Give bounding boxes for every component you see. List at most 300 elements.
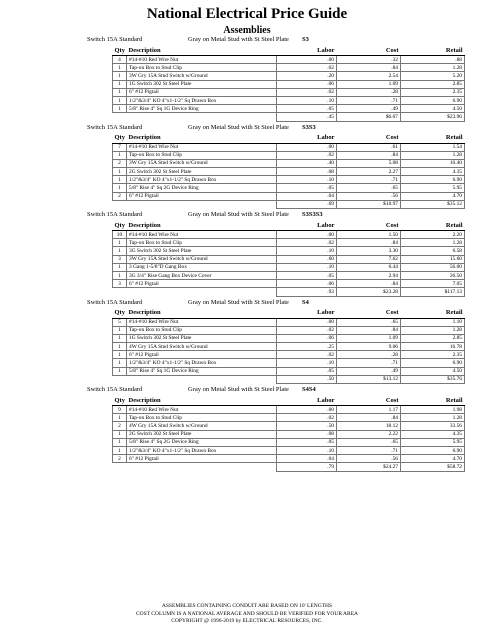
table-header-row [113,133,465,144]
table-row [113,247,465,255]
section-description: Gray on Metal Stud with St Steel Plate [188,298,289,306]
cell-labor: .10 [277,247,337,255]
cell-desc: Tap-on Box to Stud Clip [127,414,277,422]
cell-cost: .71 [337,446,401,454]
cell-cost: .28 [337,88,401,96]
column-header-description: Description [127,395,277,406]
column-header-description: Description [127,308,277,319]
cell-cost: .65 [337,438,401,446]
column-header-description: Description [127,220,277,231]
cell-qty: 2 [113,159,127,167]
cell-qty: 1 [113,151,127,159]
assembly-table [112,133,465,210]
page-footer [0,603,494,626]
column-header-labor: Labor [277,45,337,56]
cell-qty: 5 [113,318,127,326]
page-subtitle: Assemblies [223,25,271,36]
cell-qty: 1 [113,239,127,247]
table-row [113,80,465,88]
cell-retail: 4.35 [401,168,465,176]
cell-labor: .05 [277,184,337,192]
table-row [113,151,465,159]
cell-retail: 6.90 [401,96,465,104]
column-header-qty: Qty [114,309,125,316]
section-header [0,297,494,308]
cell-desc: 6" #12 Pigtail [127,351,277,359]
assembly-section [0,297,494,385]
cell-cost: .32 [337,56,401,64]
cell-labor: .25 [277,343,337,351]
cell-retail: 6.90 [401,359,465,367]
column-header-retail: Retail [401,133,465,144]
table-row [113,430,465,438]
cell-qty: 1 [113,96,127,104]
cell-qty: 1 [113,367,127,375]
section-standard: Switch 15A Standard [87,298,143,306]
cell-labor: .40 [277,159,337,167]
section-header [0,34,494,45]
cell-qty: 9 [113,406,127,414]
cell-desc: 3 Gang 1-5/8"D Gang Box [127,263,277,271]
cell-cost: .84 [337,326,401,334]
table-row [113,422,465,430]
cell-retail: 1.28 [401,151,465,159]
table-row [113,105,465,113]
table-row [113,255,465,263]
cell-desc: 5/8" Rise 4" Sq 2G Device Ring [127,184,277,192]
cell-desc: #14-#10 Red Wire Nut [127,143,277,151]
cell-desc: #14-#10 Red Wire Nut [127,406,277,414]
table-row [113,367,465,375]
cell-retail: 4.70 [401,455,465,463]
cell-retail: 4.70 [401,192,465,200]
cell-labor: .02 [277,239,337,247]
column-header-qty: Qty [114,396,125,404]
cell-retail: 5.95 [401,184,465,192]
assembly-table [112,45,465,122]
section-header [0,122,494,133]
table-row [113,96,465,104]
total-cost: $6.07 [337,113,401,121]
blank-cell [113,113,127,121]
column-header-cost: Cost [337,395,401,406]
cell-labor: .00 [277,406,337,414]
cell-retail: 5.20 [401,72,465,80]
cell-cost: 9.06 [337,343,401,351]
table-row [113,359,465,367]
cell-retail: 2.20 [401,231,465,239]
cell-labor: .05 [277,271,337,279]
blank-cell [127,200,277,208]
table-row [113,231,465,239]
cell-qty: 1 [113,176,127,184]
cell-retail: 1.98 [401,406,465,414]
cell-desc: 5/8" Rise 4" Sq 1G Device Ring [127,105,277,113]
cell-retail: .88 [401,56,465,64]
table-row [113,351,465,359]
cell-cost: .65 [337,318,401,326]
cell-labor: .08 [277,430,337,438]
cell-desc: 3G Switch 302 St Steel Plate [127,247,277,255]
cell-cost: 1.09 [337,80,401,88]
assembly-section [0,122,494,210]
table-header-row [113,395,465,406]
blank-cell [113,375,127,383]
cell-labor: .10 [277,176,337,184]
assembly-table [112,308,465,385]
cell-labor: .06 [277,80,337,88]
assembly-section [0,384,494,472]
section-header [0,384,494,395]
cell-qty: 1 [113,64,127,72]
assembly-table [112,220,465,297]
section-description: Gray on Metal Stud with St Steel Plate [188,36,289,43]
column-header-cost: Cost [337,45,401,56]
table-row [113,438,465,446]
column-header-description: Description [127,133,277,144]
cell-cost: .56 [337,455,401,463]
cell-cost: 2.22 [337,430,401,438]
cell-desc: #14-#10 Red Wire Nut [127,318,277,326]
cell-cost: .84 [337,414,401,422]
cell-retail: 1.28 [401,326,465,334]
cell-retail: 1.28 [401,414,465,422]
cell-qty: 1 [113,247,127,255]
section-standard: Switch 15A Standard [87,211,143,218]
total-labor: .79 [277,463,337,471]
table-header-row [113,308,465,319]
cell-cost: .71 [337,176,401,184]
total-labor: .93 [277,288,337,296]
cell-desc: Tap-on Box to Stud Clip [127,151,277,159]
cell-desc: 4W Gry 15A Stnd Switch w/Ground [127,343,277,351]
table-row [113,239,465,247]
column-header-retail: Retail [401,45,465,56]
cell-qty: 1 [113,105,127,113]
cell-desc: 4W Gry 15A Stnd Switch w/Ground [127,422,277,430]
cell-retail: 2.85 [401,80,465,88]
cell-cost: 6.44 [337,263,401,271]
cell-retail: 26.50 [401,271,465,279]
cell-retail: 7.05 [401,280,465,288]
cell-labor: .06 [277,280,337,288]
column-header-labor: Labor [277,308,337,319]
cell-desc: 1G Switch 302 St Steel Plate [127,334,277,342]
column-header-description: Description [127,45,277,56]
cell-labor: .10 [277,359,337,367]
cell-desc: 1/2"&3/4" KO 4"x1-1/2" Sq Drawn Box [127,96,277,104]
cell-retail: 2.85 [401,334,465,342]
cell-desc: 6" #12 Pigtail [127,192,277,200]
cell-qty: 1 [113,72,127,80]
table-header-row [113,45,465,56]
footer-line: COST COLUMN IS A NATIONAL AVERAGE AND SHOULD BE VERIFIED FOR YOUR AREA [135,610,359,617]
total-cost: $23.28 [337,288,401,296]
cell-desc: 3W Gry 15A Stnd Switch w/Ground [127,255,277,263]
cell-desc: Tap-on Box to Stud Clip [127,326,277,334]
column-header-cost: Cost [337,220,401,231]
cell-qty: 2 [113,192,127,200]
cell-desc: 3W Gry 15A Stnd Switch w/Ground [127,159,277,167]
cell-desc: Tap-on Box to Stud Clip [127,239,277,247]
cell-retail: 5.95 [401,438,465,446]
cell-labor: .04 [277,192,337,200]
total-retail: $23.96 [401,113,465,121]
total-labor: .69 [277,200,337,208]
table-row [113,446,465,454]
cell-retail: 1.10 [401,318,465,326]
cell-cost: 2.94 [337,271,401,279]
blank-cell [127,113,277,121]
cell-labor: .08 [277,168,337,176]
section-standard: Switch 15A Standard [87,123,143,131]
cell-retail: 6.90 [401,176,465,184]
assembly-section [0,34,494,122]
column-header-qty: Qty [114,221,125,229]
table-row [113,176,465,184]
cell-desc: 1/2"&3/4" KO 4"x1-1/2" Sq Drawn Box [127,359,277,367]
blank-cell [113,200,127,208]
assembly-section [0,209,494,297]
cell-labor: .60 [277,255,337,263]
cell-desc: 6" #12 Pigtail [127,455,277,463]
table-row [113,56,465,64]
column-header-retail: Retail [401,395,465,406]
cell-desc: 6" #12 Pigtail [127,88,277,96]
cell-retail: 15.60 [401,255,465,263]
cell-retail: 16.78 [401,343,465,351]
section-description: Gray on Metal Stud with St Steel Plate [188,123,289,131]
section-description: Gray on Metal Stud with St Steel Plate [188,386,289,393]
table-row [113,326,465,334]
table-row [113,88,465,96]
cell-labor: .10 [277,263,337,271]
cell-labor: .02 [277,326,337,334]
table-row [113,343,465,351]
table-header-row [113,220,465,231]
cell-retail: 4.50 [401,105,465,113]
cell-labor: .02 [277,414,337,422]
cell-cost: .49 [337,367,401,375]
cell-labor: .10 [277,446,337,454]
assembly-table [112,395,465,472]
cell-cost: .65 [337,184,401,192]
cell-labor: .00 [277,143,337,151]
cell-cost: .28 [337,351,401,359]
table-row [113,280,465,288]
cell-labor: .00 [277,318,337,326]
cell-qty: 1 [113,184,127,192]
cell-qty: 1 [113,80,127,88]
cell-retail: 10.40 [401,159,465,167]
section-code: S3S3S3 [302,211,323,218]
section-code: S4 [302,298,309,306]
total-cost: $24.27 [337,463,401,471]
footer-line: ASSEMBLIES CONTAINING CONDUIT ARE BASED ON 10' LENGTHS [161,603,333,609]
section-standard: Switch 15A Standard [87,36,143,43]
cell-retail: 6.58 [401,247,465,255]
total-labor: .45 [277,113,337,121]
cell-labor: .00 [277,231,337,239]
total-row [113,463,465,471]
cell-desc: #14-#10 Red Wire Nut [127,56,277,64]
cell-retail: 1.54 [401,143,465,151]
cell-desc: 5/8" Rise 4" Sq 1G Device Ring [127,367,277,375]
cell-qty: 1 [113,438,127,446]
cell-qty: 1 [113,430,127,438]
page-title: National Electrical Price Guide [146,6,348,22]
total-row [113,375,465,383]
cell-labor: .02 [277,151,337,159]
cell-cost: 5.08 [337,159,401,167]
total-row [113,200,465,208]
table-row [113,263,465,271]
table-row [113,143,465,151]
table-row [113,192,465,200]
cell-qty: 3 [113,255,127,263]
table-row [113,72,465,80]
cell-retail: 2.35 [401,88,465,96]
total-retail: $35.12 [401,200,465,208]
cell-cost: 18.12 [337,422,401,430]
cell-cost: .71 [337,96,401,104]
cell-qty: 4 [113,56,127,64]
cell-desc: 2G Switch 302 St Steel Plate [127,430,277,438]
table-row [113,406,465,414]
cell-desc: Tap-on Box to Stud Clip [127,64,277,72]
cell-qty: 1 [113,334,127,342]
total-cost: $10.97 [337,200,401,208]
column-header-cost: Cost [337,308,401,319]
total-retail: $35.76 [401,375,465,383]
assembly-sections [0,34,494,472]
cell-cost: .84 [337,64,401,72]
cell-labor: .00 [277,56,337,64]
cell-qty: 7 [113,143,127,151]
total-retail: $58.72 [401,463,465,471]
total-cost: $13.12 [337,375,401,383]
column-header-labor: Labor [277,133,337,144]
cell-retail: 1.28 [401,64,465,72]
column-header-qty: Qty [114,46,125,54]
cell-labor: .04 [277,455,337,463]
blank-cell [127,463,277,471]
cell-desc: 3W Gry 15A Stnd Switch w/Ground [127,72,277,80]
table-row [113,168,465,176]
section-description: Gray on Metal Stud with St Steel Plate [188,211,289,218]
cell-labor: .02 [277,351,337,359]
cell-qty: 1 [113,263,127,271]
cell-qty: 1 [113,343,127,351]
cell-qty: 10 [113,231,127,239]
cell-qty: 1 [113,414,127,422]
cell-labor: .20 [277,72,337,80]
cell-desc: 2G Switch 302 St Steel Plate [127,168,277,176]
table-row [113,455,465,463]
table-row [113,184,465,192]
column-header-retail: Retail [401,308,465,319]
blank-cell [127,375,277,383]
cell-qty: 2 [113,422,127,430]
cell-retail: 2.35 [401,351,465,359]
total-retail: $117.13 [401,288,465,296]
cell-retail: 1.28 [401,239,465,247]
cell-retail: 6.90 [401,446,465,454]
cell-desc: 1G Switch 302 St Steel Plate [127,80,277,88]
cell-cost: .84 [337,239,401,247]
cell-retail: 4.35 [401,430,465,438]
cell-labor: .05 [277,105,337,113]
cell-qty: 1 [113,88,127,96]
cell-cost: .56 [337,192,401,200]
section-code: S3 [302,36,309,43]
cell-cost: 1.09 [337,334,401,342]
total-row [113,113,465,121]
cell-qty: 1 [113,326,127,334]
cell-labor: .10 [277,96,337,104]
cell-desc: 5/8" Rise 4" Sq 2G Device Ring [127,438,277,446]
column-header-retail: Retail [401,220,465,231]
table-row [113,318,465,326]
cell-qty: 1 [113,271,127,279]
cell-desc: 1/2"&3/4" KO 4"x1-1/2" Sq Drawn Box [127,176,277,184]
cell-qty: 1 [113,446,127,454]
cell-qty: 1 [113,359,127,367]
cell-cost: .71 [337,359,401,367]
cell-qty: 1 [113,351,127,359]
cell-retail: 4.50 [401,367,465,375]
column-header-qty: Qty [114,134,125,141]
cell-desc: 6" #12 Pigtail [127,280,277,288]
section-code: S4S4 [302,386,316,393]
table-row [113,414,465,422]
column-header-labor: Labor [277,395,337,406]
footer-line: COPYRIGHT @ 1996-2019 by ELECTRICAL RESOURCES, INC. [171,618,323,625]
cell-labor: .06 [277,334,337,342]
table-row [113,159,465,167]
cell-cost: .84 [337,280,401,288]
cell-cost: 1.17 [337,406,401,414]
cell-labor: .50 [277,422,337,430]
cell-qty: 1 [113,168,127,176]
table-row [113,64,465,72]
cell-desc: #14-#10 Red Wire Nut [127,231,277,239]
cell-labor: .02 [277,88,337,96]
cell-cost: .49 [337,105,401,113]
column-header-cost: Cost [337,133,401,144]
cell-qty: 2 [113,455,127,463]
cell-cost: 2.27 [337,168,401,176]
table-row [113,271,465,279]
table-row [113,334,465,342]
section-code: S3S3 [302,123,316,131]
cell-cost: 2.54 [337,72,401,80]
cell-labor: .05 [277,367,337,375]
cell-cost: 1.50 [337,231,401,239]
column-header-labor: Labor [277,220,337,231]
blank-cell [113,288,127,296]
cell-cost: 7.62 [337,255,401,263]
blank-cell [127,288,277,296]
blank-cell [113,463,127,471]
cell-desc: 1/2"&3/4" KO 4"x1-1/2" Sq Drawn Box [127,446,277,454]
cell-qty: 3 [113,280,127,288]
cell-cost: .84 [337,151,401,159]
cell-labor: .05 [277,438,337,446]
total-row [113,288,465,296]
cell-desc: 3G 3/4" Rise Gang Box Device Cover [127,271,277,279]
section-header [0,209,494,220]
